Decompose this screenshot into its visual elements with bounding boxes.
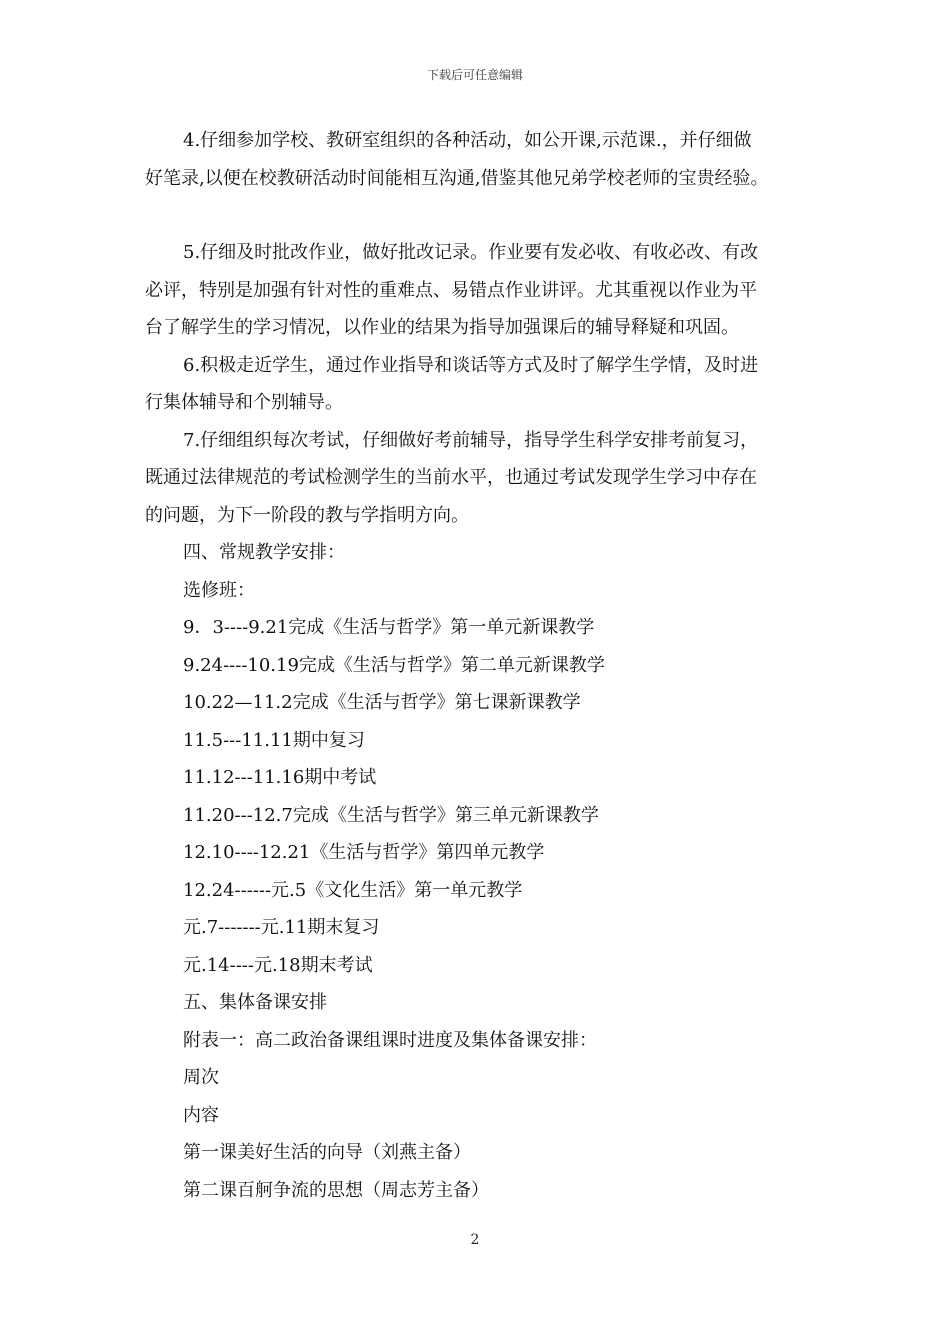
page-number: 2 xyxy=(470,1232,480,1248)
section-subheading: 选修班： xyxy=(183,579,255,601)
paragraph-line: 的问题，为下一阶段的教与学指明方向。 xyxy=(145,504,469,526)
section-heading: 五、集体备课安排 xyxy=(183,992,327,1013)
paragraph-line: 必评，特别是加强有针对性的重难点、易错点作业讲评。尤其重视以作业为平 xyxy=(145,279,757,301)
document-body xyxy=(145,122,825,1209)
page-header: 下载后可任意编辑 xyxy=(426,68,523,82)
schedule-item: 11.5---11.11期中复习 xyxy=(183,729,365,751)
schedule-item: 元.7-------元.11期末复习 xyxy=(183,917,380,938)
paragraph-line: 既通过法律规范的考试检测学生的当前水平，也通过考试发现学生学习中存在 xyxy=(145,467,757,488)
table-row: 第一课美好生活的向导（刘燕主备） xyxy=(183,1142,471,1163)
section-heading: 四、常规教学安排： xyxy=(183,542,345,563)
paragraph-gap xyxy=(145,197,825,234)
schedule-item: 11.20---12.7完成《生活与哲学》第三单元新课教学 xyxy=(183,804,599,826)
schedule-item: 10.22—11.2完成《生活与哲学》第七课新课教学 xyxy=(183,692,581,713)
paragraph-line: 5.仔细及时批改作业，做好批改记录。作业要有发必收、有收必改、有改 xyxy=(183,242,759,263)
schedule-item: 元.14----元.18期末考试 xyxy=(183,954,373,976)
table-column-week: 周次 xyxy=(183,1067,219,1088)
schedule-item: 11.12---11.16期中考试 xyxy=(183,767,377,788)
table-title: 附表一：高二政治备课组课时进度及集体备课安排： xyxy=(183,1029,597,1051)
paragraph-line: 好笔录,以便在校教研活动时间能相互沟通,借鉴其他兄弟学校老师的宝贵经验。 xyxy=(145,167,769,189)
table-column-content: 内容 xyxy=(183,1104,219,1126)
paragraph-line: 行集体辅导和个别辅导。 xyxy=(145,392,343,413)
paragraph-line: 7.仔细组织每次考试，仔细做好考前辅导，指导学生科学安排考前复习， xyxy=(183,429,759,451)
paragraph-line: 6.积极走近学生，通过作业指导和谈话等方式及时了解学生学情，及时进 xyxy=(183,354,759,376)
schedule-item: 9.24----10.19完成《生活与哲学》第二单元新课教学 xyxy=(183,654,605,676)
schedule-item: 9．3----9.21完成《生活与哲学》第一单元新课教学 xyxy=(183,617,595,638)
schedule-item: 12.10----12.21《生活与哲学》第四单元教学 xyxy=(183,842,545,863)
paragraph-line: 4.仔细参加学校、教研室组织的各种活动，如公开课,示范课.，并仔细做 xyxy=(183,130,752,151)
table-row: 第二课百舸争流的思想（周志芳主备） xyxy=(183,1179,489,1201)
paragraph-line: 台了解学生的学习情况，以作业的结果为指导加强课后的辅导释疑和巩固。 xyxy=(145,317,739,338)
schedule-item: 12.24------元.5《文化生活》第一单元教学 xyxy=(183,879,523,901)
